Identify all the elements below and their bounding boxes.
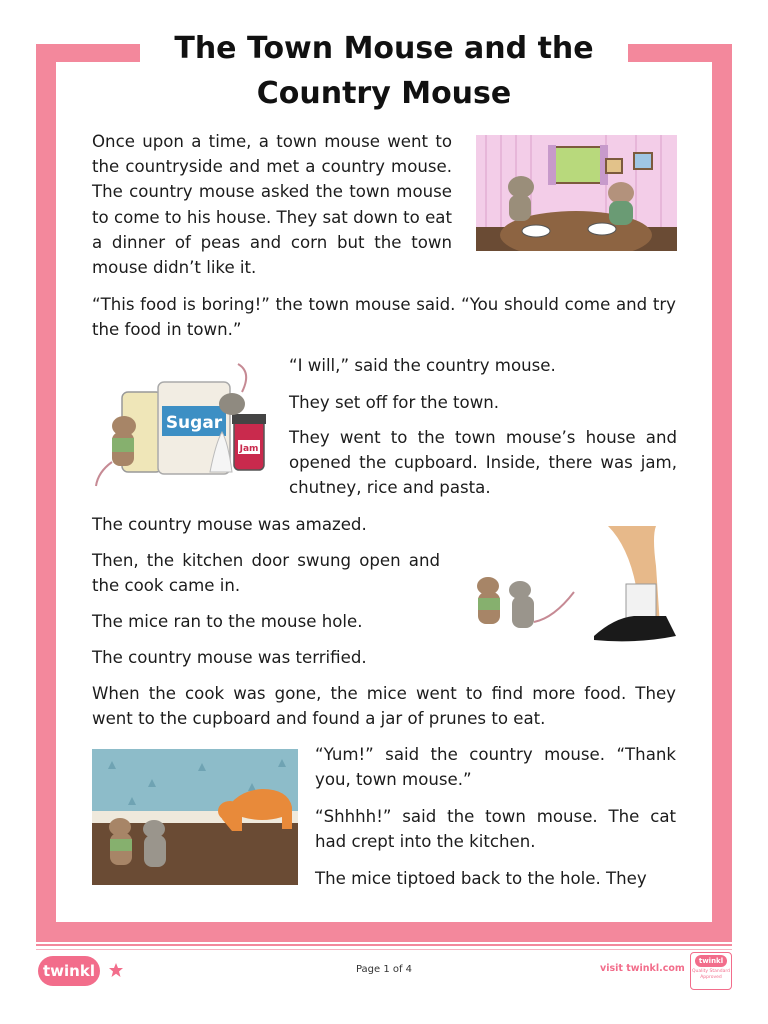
paragraph-6: The country mouse was amazed. bbox=[92, 515, 367, 534]
footer-divider-thin bbox=[36, 949, 732, 950]
paragraph-12: “Shhhh!” said the town mouse. The cat had crept into the kitchen. bbox=[315, 807, 676, 852]
sugar-label: Sugar bbox=[165, 413, 223, 433]
page-number: Page 1 of 4 bbox=[355, 964, 413, 975]
paragraph-4: They set off for the town. bbox=[289, 393, 500, 412]
paragraph-7: Then, the kitchen door swung open and the cook came in. bbox=[92, 551, 440, 596]
twinkl-logo[interactable]: twinkl bbox=[38, 956, 100, 986]
title-line-2: Country Mouse bbox=[256, 76, 512, 111]
mice-running-image bbox=[458, 526, 678, 654]
paragraph-5: They went to the town mouse’s house and opened the cupboard. Inside, there was jam, chutney, rice and pasta. bbox=[289, 428, 677, 498]
dining-room-image bbox=[476, 135, 677, 251]
paragraph-1: Once upon a time, a town mouse went to the countryside and met a country mouse. The country mouse asked the town mouse to come to his house. They sat down to eat a dinner of peas and corn but the town mouse didn’t like it. bbox=[92, 132, 452, 278]
paragraph-11: “Yum!” said the country mouse. “Thank you, town mouse.” bbox=[315, 745, 676, 790]
visit-link[interactable]: visit twinkl.com bbox=[600, 963, 685, 974]
cat-kitchen-image bbox=[92, 749, 298, 885]
badge-text: Quality Standard Approved bbox=[692, 969, 730, 980]
badge-brand: twinkl bbox=[695, 955, 727, 967]
mice-running-illustration bbox=[458, 526, 678, 654]
paragraph-10: When the cook was gone, the mice went to find more food. They went to the cupboard and found a jar of prunes to eat. bbox=[92, 684, 676, 729]
paragraph-3: “I will,” said the country mouse. bbox=[289, 356, 556, 375]
paragraph-8: The mice ran to the mouse hole. bbox=[92, 612, 363, 631]
title-line-1: The Town Mouse and the bbox=[174, 31, 594, 66]
cupboard-illustration bbox=[92, 362, 278, 492]
story-title bbox=[120, 26, 648, 116]
cupboard-image bbox=[92, 362, 278, 492]
dining-room-illustration bbox=[476, 135, 677, 251]
paragraph-2: “This food is boring!” the town mouse said. “You should come and try the food in town.” bbox=[92, 295, 676, 340]
cat-kitchen-illustration bbox=[92, 749, 298, 885]
quality-badge bbox=[690, 952, 732, 990]
footer-divider bbox=[36, 944, 732, 946]
jam-label: Jam bbox=[239, 444, 259, 454]
paragraph-9: The country mouse was terrified. bbox=[92, 648, 367, 667]
paragraph-13: The mice tiptoed back to the hole. They bbox=[315, 869, 647, 888]
